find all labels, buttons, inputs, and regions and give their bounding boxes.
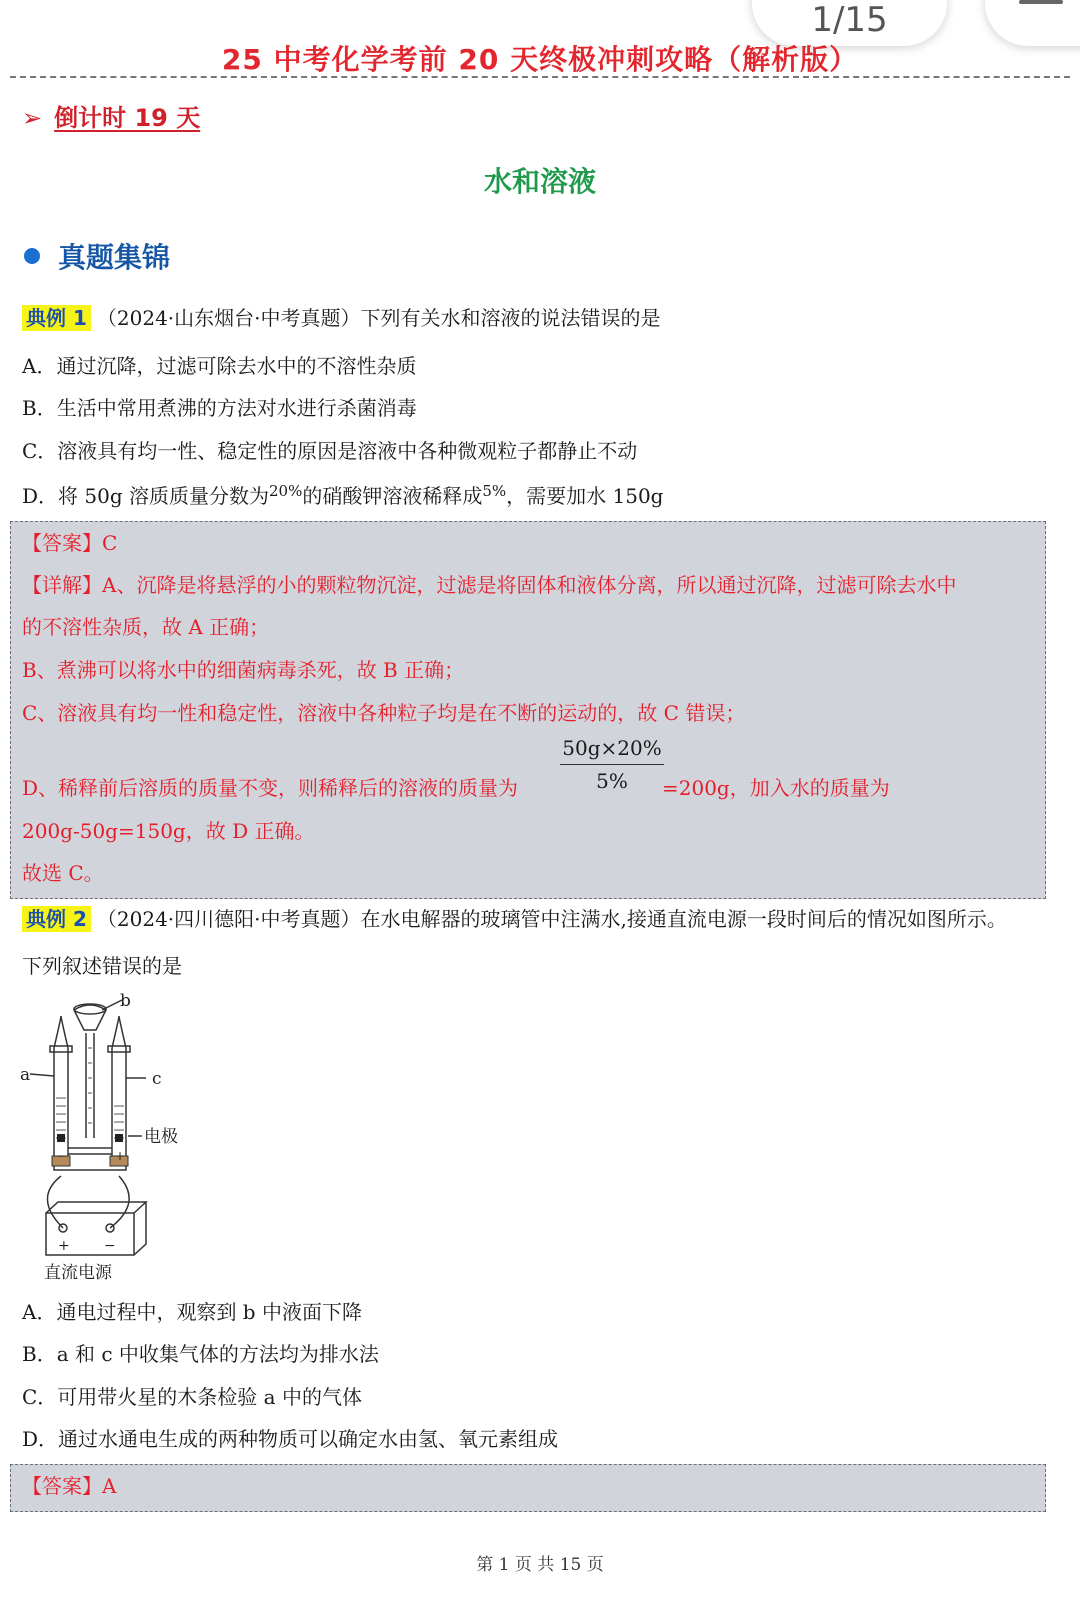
q2-stem-line2: 下列叙述错误的是 [22, 954, 182, 978]
q1-option-b: B．生活中常用煮沸的方法对水进行杀菌消毒 [22, 396, 417, 420]
q1-detail-line1: 【详解】A、沉降是将悬浮的小的颗粒物沉淀，过滤是将固体和液体分离，所以通过沉降，过滤可除去水中 [22, 573, 957, 597]
q1-option-c: C．溶液具有均一性、稳定性的原因是溶液中各种微观粒子都静止不动 [22, 439, 638, 463]
heading-text: 真题集锦 [58, 241, 171, 274]
label-c: c [152, 1069, 162, 1089]
label-plus: + [58, 1238, 70, 1254]
page-indicator-text: 1/15 [811, 0, 888, 40]
q1-option-d-mid: 的硝酸钾溶液稀释成 [302, 484, 483, 508]
q1-option-d [22, 480, 664, 509]
q1-detail-line5-post: =200g，加入水的质量为 [662, 776, 890, 800]
q2-option-c: C．可用带火星的木条检验 a 中的气体 [22, 1385, 362, 1409]
fraction-denominator: 5% [596, 769, 628, 793]
q2-option-b: B．a 和 c 中收集气体的方法均为排水法 [22, 1342, 379, 1366]
q2-answer: 【答案】A [22, 1474, 117, 1498]
title-divider [10, 76, 1070, 78]
q1-option-a: A．通过沉降，过滤可除去水中的不溶性杂质 [22, 354, 417, 378]
q1-detail-line6: 200g-50g=150g，故 D 正确。 [22, 819, 315, 843]
q1-tag: 典例 1 [22, 305, 91, 331]
label-minus: − [104, 1238, 116, 1254]
bullet-icon [24, 248, 40, 264]
label-electrode: 电极 [144, 1127, 178, 1147]
document-title: 25 中考化学考前 20 天终极冲刺攻略（解析版） [221, 43, 859, 76]
heading-zhenti [24, 236, 170, 276]
q1-fraction [560, 736, 664, 793]
q1-detail-line3: B、煮沸可以将水中的细菌病毒杀死，故 B 正确； [22, 658, 465, 682]
page-footer: 第 1 页 共 15 页 [476, 1555, 604, 1575]
countdown-label: 倒计时 19 天 [54, 104, 201, 132]
q2-answer-box [10, 1464, 1046, 1512]
q1-stem [22, 302, 661, 331]
q2-tag: 典例 2 [22, 906, 91, 932]
electrolysis-diagram [18, 988, 218, 1284]
q1-option-d-sup1: 20% [269, 482, 303, 500]
label-power: 直流电源 [44, 1263, 112, 1283]
menu-icon [1019, 0, 1063, 4]
q1-stem-text: （2024·山东烟台·中考真题）下列有关水和溶液的说法错误的是 [96, 306, 661, 330]
fraction-numerator: 50g×20% [560, 736, 664, 765]
q1-detail-line5-pre: D、稀释前后溶质的质量不变，则稀释后的溶液的质量为 [22, 776, 519, 800]
label-a: a [20, 1065, 31, 1085]
q1-detail-line7: 故选 C。 [22, 861, 104, 885]
label-b: b [120, 991, 131, 1011]
arrow-icon: ➢ [22, 104, 43, 132]
q1-answer: 【答案】C [22, 531, 118, 555]
countdown [22, 98, 200, 133]
q2-stem-text: （2024·四川德阳·中考真题）在水电解器的玻璃管中注满水,接通直流电源一段时间后的情况如图所示。 [96, 907, 1007, 931]
svg-text:+: + [115, 1149, 126, 1163]
q1-option-d-post: ，需要加水 150g [506, 484, 664, 508]
q1-option-d-pre: D．将 50g 溶质质量分数为 [22, 484, 270, 508]
q2-stem [22, 903, 1007, 932]
q1-detail-line4: C、溶液具有均一性和稳定性，溶液中各种粒子均是在不断的运动的，故 C 错误； [22, 701, 746, 725]
q2-option-d: D．通过水通电生成的两种物质可以确定水由氢、氧元素组成 [22, 1427, 559, 1451]
q1-detail-line2: 的不溶性杂质，故 A 正确； [22, 615, 270, 639]
section-title: 水和溶液 [483, 165, 596, 198]
q1-option-d-sup2: 5% [482, 482, 507, 500]
svg-text:−: − [56, 1149, 67, 1163]
q2-option-a: A．通电过程中，观察到 b 中液面下降 [22, 1300, 362, 1324]
